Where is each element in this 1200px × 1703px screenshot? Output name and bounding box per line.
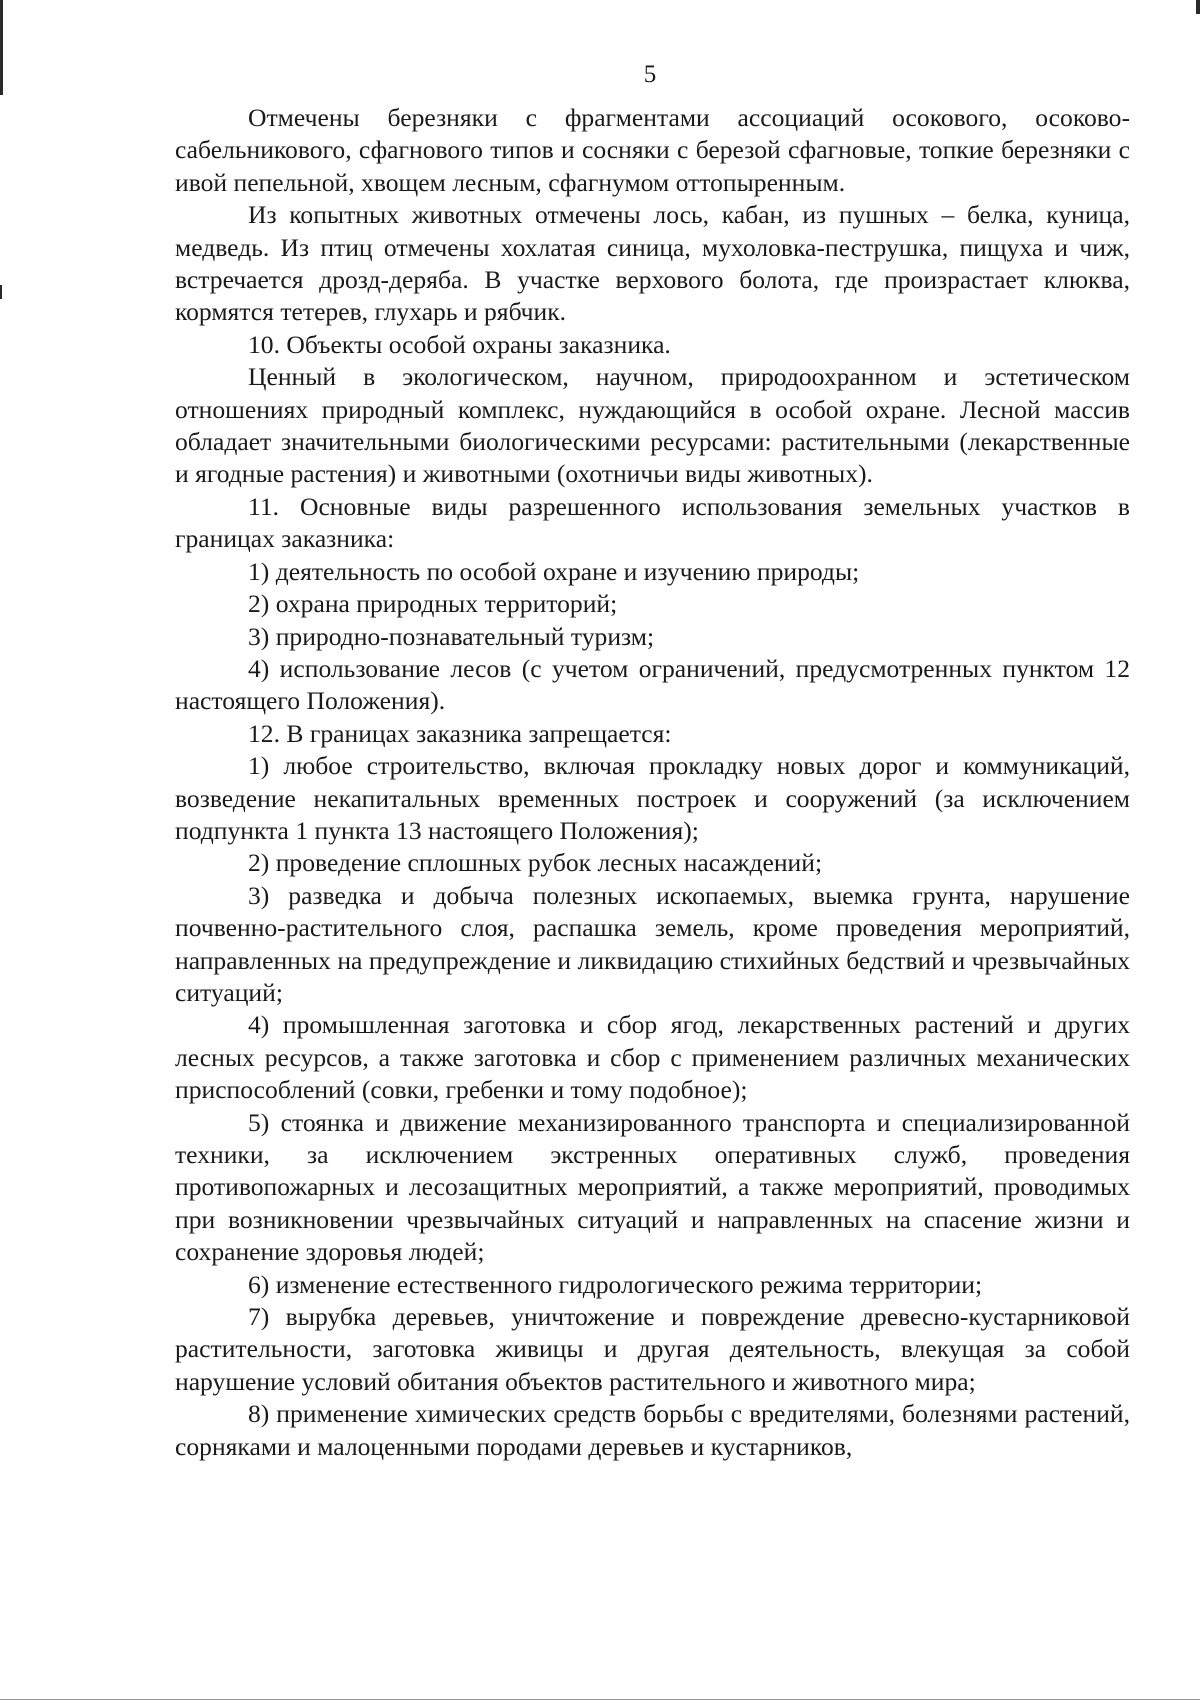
list-item-11-4: 4) использование лесов (с учетом ограничений, предусмотренных пунктом 12 настоящего Положения). xyxy=(175,653,1130,716)
list-item-12-4: 4) промышленная заготовка и сбор ягод, лекарственных растений и других лесных ресурсов, а также заготовка и сбор с применением различных механических приспособлений (совки, гребенки и тому подобное); xyxy=(175,1010,1130,1105)
paragraph-protection-objects: Ценный в экологическом, научном, природоохранном и эстетическом отношениях природный комплекс, нуждающийся в особой охране. Лесной массив обладает значительными биологическими ресурсами: растительными (лекарственные и ягодные растения) и животными (охотничьи виды животных). xyxy=(175,362,1130,489)
section-heading-11: 11. Основные виды разрешенного использования земельных участков в границах заказника: xyxy=(175,491,1130,554)
list-item-11-3: 3) природно-познавательный туризм; xyxy=(248,621,655,651)
list-item-12-8: 8) применение химических средств борьбы с вредителями, болезнями растений, сорняками и малоценными породами деревьев и кустарников, xyxy=(175,1399,1130,1461)
list-item-12-1: 1) любое строительство, включая прокладку новых дорог и коммуникаций, возведение некапитальных временных построек и сооружений (за исключением подпункта 1 пункта 13 настоящего Положения); xyxy=(175,751,1130,845)
list-item-11-2: 2) охрана природных территорий; xyxy=(248,589,618,619)
page-number: 5 xyxy=(643,61,657,88)
list-item-11-1: 1) деятельность по особой охране и изучению природы; xyxy=(248,556,860,586)
scan-edge-line-bottom xyxy=(0,1699,1200,1700)
list-item-12-6: 6) изменение естественного гидрологического режима территории; xyxy=(248,1269,983,1299)
list-item-12-3: 3) разведка и добыча полезных ископаемых, выемка грунта, нарушение почвенно-растительного слоя, распашка земель, кроме проведения мероприятий, направленных на предупреждение и ликвидацию стихийных бедствий и чрезвычайных ситуаций; xyxy=(175,880,1130,1007)
list-item-12-7: 7) вырубка деревьев, уничтожение и повреждение древесно-кустарниковой растительности, заготовка живицы и другая деятельность, влекущая за собой нарушение условий обитания объектов растительного и животного мира; xyxy=(175,1302,1130,1396)
section-heading-12: 12. В границах заказника запрещается: xyxy=(248,718,672,748)
scan-edge-mark-top-right xyxy=(1196,0,1200,14)
scan-edge-mark-left xyxy=(0,285,2,299)
list-item-12-5: 5) стоянка и движение механизированного транспорта и специализированной техники, за исключением экстренных оперативных служб, проведения противопожарных и лесозащитных мероприятий, а также мероприятий, проводимых при возникновении чрезвычайных ситуаций и направленных на спасение жизни и сохранение здоровья людей; xyxy=(175,1107,1130,1267)
list-item-12-2: 2) проведение сплошных рубок лесных насаждений; xyxy=(248,848,823,878)
section-heading-10: 10. Объекты особой охраны заказника. xyxy=(248,329,671,359)
paragraph-fauna: Из копытных животных отмечены лось, кабан, из пушных – белка, куница, медведь. Из птиц отмечены хохлатая синица, мухоловка-пеструшка, пищуха и чиж, встречается дрозд-деряба. В участке верхового болота, где произрастает клюква, кормятся тетерев, глухарь и рябчик. xyxy=(175,200,1130,327)
paragraph-vegetation: Отмечены березняки с фрагментами ассоциаций осокового, осоково-сабельникового, сфагнового типов и сосняки с березой сфагновые, топкие березняки с ивой пепельной, хвощем лесным, сфагнумом оттопыренным. xyxy=(175,103,1130,197)
document-body xyxy=(175,102,1130,1463)
